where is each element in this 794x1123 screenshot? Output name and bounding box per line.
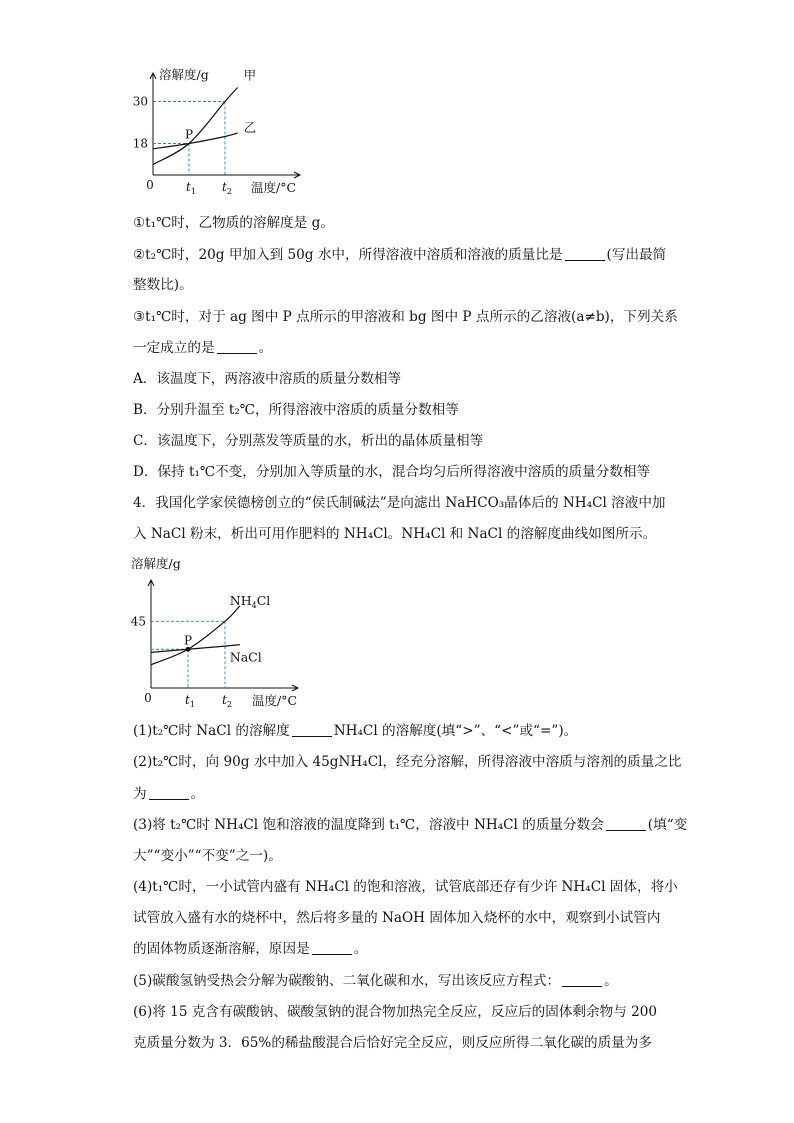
chart-labels [133, 67, 296, 196]
q4-3-line-2: 大”“变小”“不变”之一)。 [133, 848, 282, 864]
x-tick-label-t2: $t_2$ [222, 180, 232, 196]
q3-line-2: ②t₂℃时，20g 甲加入到 50g 水中，所得溶液中溶质和溶液的质量比是 (写出最简 [133, 247, 667, 263]
solubility-chart-jia-yi [130, 65, 310, 200]
q4-1: (1)t₂℃时 NaCl 的溶解度 NH₄Cl 的溶解度(填“>”、“<”或“=”)。 [133, 723, 578, 739]
origin-label: 0 [146, 178, 154, 192]
option-d: D．保持 t₁℃不变，分别加入等质量的水，混合均匀后所得溶液中溶质的质量分数相等 [133, 464, 651, 480]
y-axis-label: 溶解度/g [159, 67, 209, 82]
answer-blank[interactable] [149, 785, 189, 800]
option-c: C．该温度下，分别蒸发等质量的水，析出的晶体质量相等 [133, 433, 484, 449]
answer-blank[interactable] [292, 722, 332, 737]
q4-line-1: 4．我国化学家侯德榜创立的“侯氏制碱法”是向滤出 NaHCO₃晶体后的 NH₄Cl 溶液中加 [133, 495, 666, 511]
q4-line-2: 入 NaCl 粉末，析出可用作肥料的 NH₄Cl。NH₄Cl 和 NaCl 的溶解度曲线如图所示。 [133, 526, 657, 542]
curve-0 [151, 606, 240, 665]
curve-series [151, 606, 240, 665]
series-label-0: $NH_4Cl$ [229, 592, 271, 610]
series-label-1: 乙 [243, 120, 257, 135]
curve-1 [151, 645, 240, 653]
q3-line-5: 一定成立的是 。 [133, 340, 273, 356]
solubility-chart-nh4cl-nacl [128, 552, 313, 714]
y-axis-label: 溶解度/g [131, 556, 181, 571]
q4-4-line-2: 试管放入盛有水的烧杯中，然后将多量的 NaOH 固体加入烧杯的水中，观察到小试管内 [133, 910, 661, 926]
q4-3-line-1: (3)将 t₂℃时 NH₄Cl 饱和溶液的温度降到 t₁℃，溶液中 NH₄Cl 的质量分数会 (填“变 [133, 817, 688, 833]
chart-axes [148, 580, 298, 691]
q4-4-line-1: (4)t₁℃时，一小试管内盛有 NH₄Cl 的饱和溶液，试管底部还存有少许 NH₄Cl 固体，将小 [133, 879, 678, 895]
series-label-1: NaCl [229, 649, 262, 665]
x-axis-label: 温度/°C [252, 693, 298, 708]
q4-2-line-1: (2)t₂℃时，向 90g 水中加入 45gNH₄Cl，经充分溶解，所得溶液中溶质与溶剂的质量之比 [133, 754, 682, 770]
y-tick-label-30: 30 [132, 94, 148, 109]
x-tick-label-t1: $t_1$ [186, 180, 196, 196]
x-axis-label: 温度/°C [251, 180, 297, 195]
q4-2-line-2: 为 。 [133, 786, 205, 802]
origin-label: 0 [144, 691, 152, 705]
point-p-label: P [185, 127, 194, 142]
y-tick-label-45: 45 [130, 614, 146, 629]
point-p-dot [186, 647, 191, 652]
answer-blank[interactable] [565, 246, 605, 261]
answer-blank[interactable] [217, 339, 257, 354]
point-p-label: P [184, 633, 193, 648]
answer-blank[interactable] [606, 816, 646, 831]
chart-labels [131, 556, 297, 709]
q3-line-3: 整数比)。 [133, 277, 193, 293]
answer-blank[interactable] [562, 972, 602, 987]
q4-4-line-3: 的固体物质逐渐溶解，原因是 。 [133, 941, 368, 957]
x-tick-label-t1: $t_1$ [185, 693, 195, 709]
answer-blank[interactable] [312, 940, 352, 955]
q4-6-line-2: 克质量分数为 3．65%的稀盐酸混合后恰好完全反应，则反应所得二氧化碳的质量为多 [133, 1035, 652, 1051]
option-b: B．分别升温至 t₂℃，所得溶液中溶质的质量分数相等 [133, 402, 459, 418]
q3-line-4: ③t₁℃时，对于 ag 图中 P 点所示的甲溶液和 bg 图中 P 点所示的乙溶液(a≠b)，下列关系 [133, 309, 678, 325]
y-tick-label-18: 18 [132, 136, 148, 151]
q4-6-line-1: (6)将 15 克含有碳酸钠、碳酸氢钠的混合物加热完全反应，反应后的固体剩余物与 200 [133, 1004, 658, 1020]
curve-1 [153, 133, 238, 149]
option-a: A．该温度下，两溶液中溶质的质量分数相等 [133, 371, 402, 387]
q4-5: (5)碳酸氢钠受热会分解为碳酸钠、二氧化碳和水，写出该反应方程式： 。 [133, 973, 618, 989]
guide-lines [151, 621, 225, 688]
x-tick-label-t2: $t_2$ [222, 693, 232, 709]
series-label-0: 甲 [243, 67, 257, 83]
q3-line-1: ①t₁℃时，乙物质的溶解度是 g。 [133, 215, 334, 231]
